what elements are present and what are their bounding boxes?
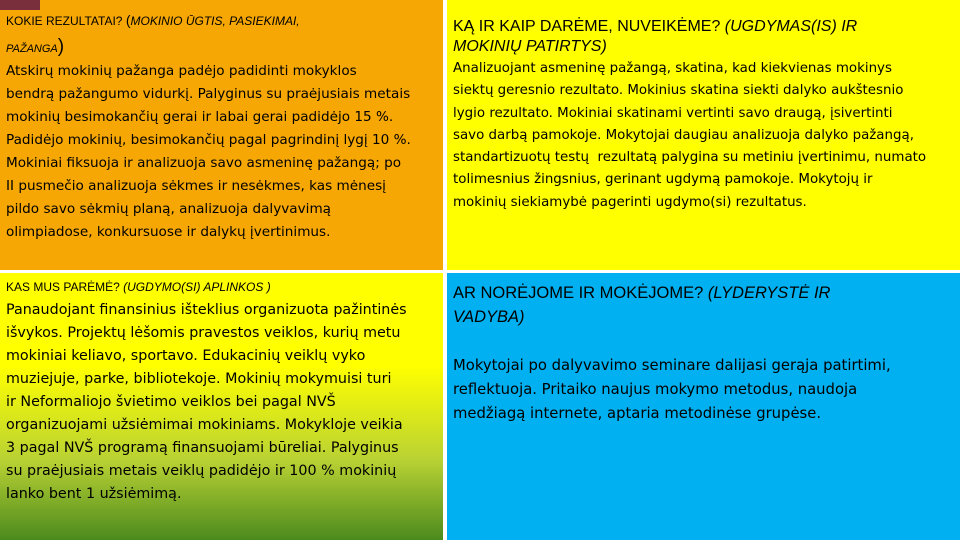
corner-accent (0, 0, 40, 10)
activities-heading-line2 (453, 37, 607, 57)
activities-heading (453, 17, 857, 37)
support-body: Panaudojant finansinius išteklius organizuota pažintinės išvykos. Projektų lėšomis pravestos veiklos, kurių metu mokiniai keliavo, sportavo. Edukacinių veiklų vyko muziejuje, parke, bibliotekoje. Mokinių mokymuisi turi ir Neformaliojo švietimo veiklos bei pagal NVŠ organizuojami užsiėmimai mokiniams. Mokykloje veikia 3 pagal NVŠ programą finansuojami būreliai. Palyginus su praėjusiais metais veiklų padidėjo ir 100 % mokinių lanko bent 1 užsiėmimą. (6, 302, 407, 502)
leadership-heading-italic2: VADYBA) (453, 308, 525, 326)
activities-panel (447, 0, 960, 270)
results-heading-line2 (6, 36, 64, 58)
leadership-heading-italic1: (LYDERYSTĖ IR (707, 284, 831, 302)
leadership-heading (453, 283, 830, 303)
results-heading-line2-text: PAŽANGA (6, 43, 58, 55)
results-heading-paren-open: ( (125, 12, 131, 28)
support-panel (0, 273, 443, 540)
results-heading-italic: MOKINIO ŪGTIS, PASIEKIMAI, (130, 14, 300, 28)
leadership-heading-line2 (453, 307, 525, 327)
leadership-body: Mokytojai po dalyvavimo seminare dalijasi gerąja patirtimi, reflektuoja. Pritaiko naujus mokymo metodus, naudoja medžiagą internete, aptaria metodinėse grupėse. (453, 357, 891, 422)
results-heading-paren-close: ) (57, 36, 65, 57)
activities-body: Analizuojant asmeninę pažangą, skatina, kad kiekvienas mokinys siektų geresnio rezultato. Mokinius skatina siekti dalyko aukštesnio lygio rezultato. Mokiniai skatinami vertinti savo draugą, įsivertinti savo darbą pamokoje. Mokytojai daugiau analizuoja dalyko pažangą, standartizuotų testų rezultatą palygina su metiniu įvertinimu, numato tolimesnius žingsnius, gerinant ugdymą pamokoje. Mokytojų ir mokinių siekiamybė pagerinti ugdymo(si) rezultatus. (453, 61, 927, 210)
activities-heading-italic1: (UGDYMAS(IS) IR (724, 18, 858, 35)
support-heading-main: KAS MUS PARĖMĖ? (6, 280, 124, 294)
support-heading-italic: (UGDYMO(SI) APLINKOS ) (123, 280, 271, 294)
results-heading-main: KOKIE REZULTATAI? (6, 14, 126, 28)
leadership-heading-main: AR NORĖJOME IR MOKĖJOME? (453, 284, 708, 302)
results-panel (0, 0, 443, 270)
activities-heading-italic2: MOKINIŲ PATIRTYS) (453, 38, 607, 55)
results-heading (6, 12, 300, 28)
leadership-panel (447, 273, 960, 540)
support-heading (6, 280, 271, 294)
activities-heading-main: KĄ IR KAIP DARĖME, NUVEIKĖME? (453, 18, 725, 35)
results-body: Atskirų mokinių pažanga padėjo padidinti mokyklos bendrą pažangumo vidurkį. Palyginus su praėjusiais metais mokinių besimokančių gerai ir labai gerai padidėjo 15 %. Padidėjo mokinių, besimokančių pagal pagrindinį lygį 10 %. Mokiniai fiksuoja ir analizuoja savo asmeninę pažangą; po II pusmečio analizuoja sėkmes ir nesėkmes, kas mėnesį pildo savo sėkmių planą, analizuoja dalyvavimą olimpiadose, konkursuose ir dalykų įvertinimus. (6, 63, 411, 240)
